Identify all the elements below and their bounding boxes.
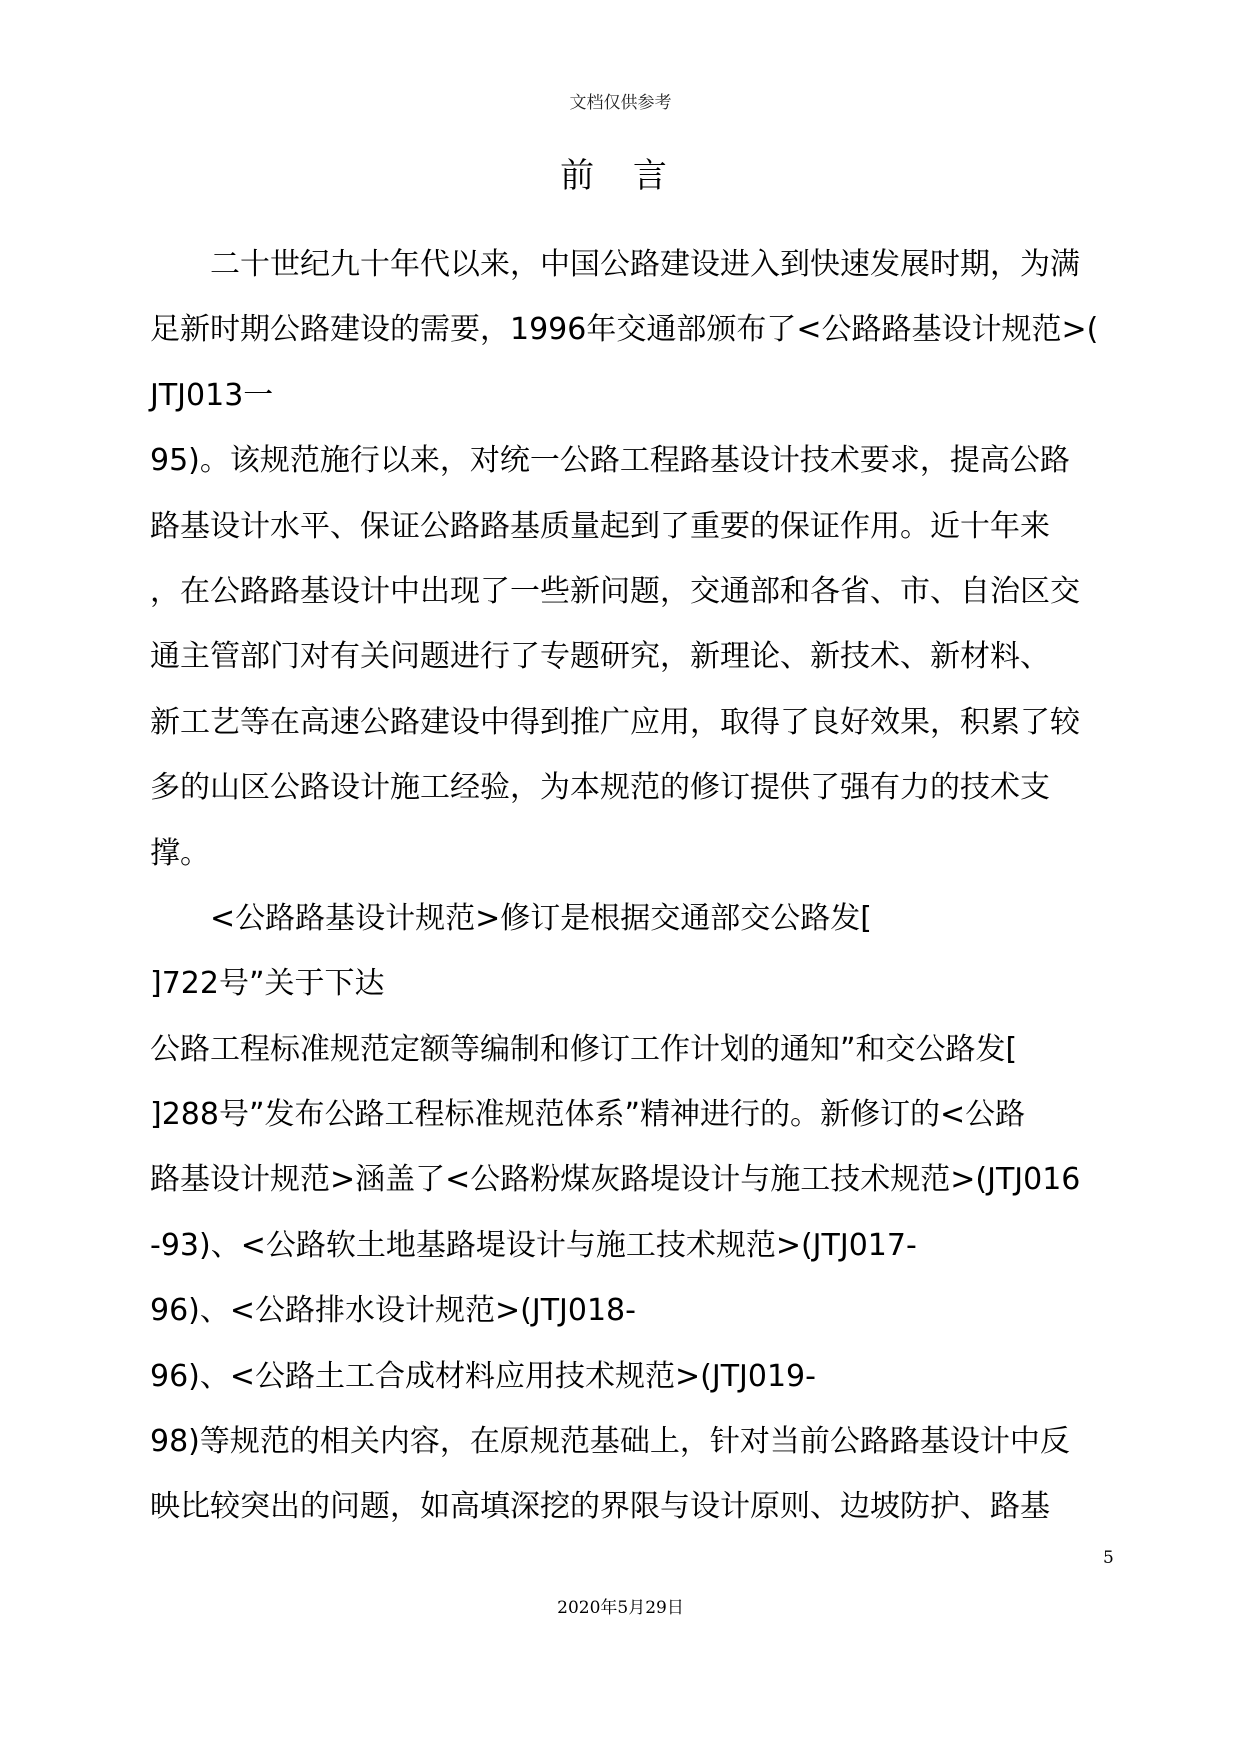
body-line: 98)等规范的相关内容，在原规范基础上，针对当前公路路基设计中反 [150,1424,1070,1460]
body-line: 路基设计规范>涵盖了<公路粉煤灰路堤设计与施工技术规范>(JTJ016 [150,1162,1081,1198]
body-line: 通主管部门对有关问题进行了专题研究，新理论、新技术、新材料、 [150,639,1050,675]
body-line: -93)、<公路软土地基路堤设计与施工技术规范>(JTJ017- [150,1227,917,1263]
body-line: 二十世纪九十年代以来，中国公路建设进入到快速发展时期，为满 [150,247,1080,282]
footer-date: 2020年5月29日 [557,1598,684,1618]
body-line: ]288号”发布公路工程标准规范体系”精神进行的。新修订的<公路 [150,1097,1026,1133]
body-line: ]722号”关于下达 [150,966,385,1002]
body-line: <公路路基设计规范>修订是根据交通部交公路发[ [150,900,872,936]
body-line: 映比较突出的问题，如高填深挖的界限与设计原则、边坡防护、路基 [150,1489,1050,1525]
page-number: 5 [1103,1548,1114,1568]
body-line: 96)、<公路排水设计规范>(JTJ018- [150,1293,636,1329]
body-line: 撑。 [150,835,210,871]
body-line: 95)。该规范施行以来，对统一公路工程路基设计技术要求，提高公路 [150,443,1070,479]
body-line: ，在公路路基设计中出现了一些新问题，交通部和各省、市、自治区交 [150,573,1080,609]
body-line: 新工艺等在高速公路建设中得到推广应用，取得了良好效果，积累了较 [150,704,1080,740]
body-line: JTJ013一 [150,377,274,413]
document-title: 前 言 [560,156,681,196]
body-line: 公路工程标准规范定额等编制和修订工作计划的通知”和交公路发[ [150,1031,1018,1067]
body-line: 多的山区公路设计施工经验，为本规范的修订提供了强有力的技术支 [150,770,1050,806]
body-line: 足新时期公路建设的需要，1996年交通部颁布了<公路路基设计规范>( [150,312,1099,348]
body-line: 路基设计水平、保证公路路基质量起到了重要的保证作用。近十年来 [150,508,1050,544]
body-line: 96)、<公路土工合成材料应用技术规范>(JTJ019- [150,1358,816,1394]
header-note: 文档仅供参考 [569,93,672,113]
body-text [150,244,1099,1552]
